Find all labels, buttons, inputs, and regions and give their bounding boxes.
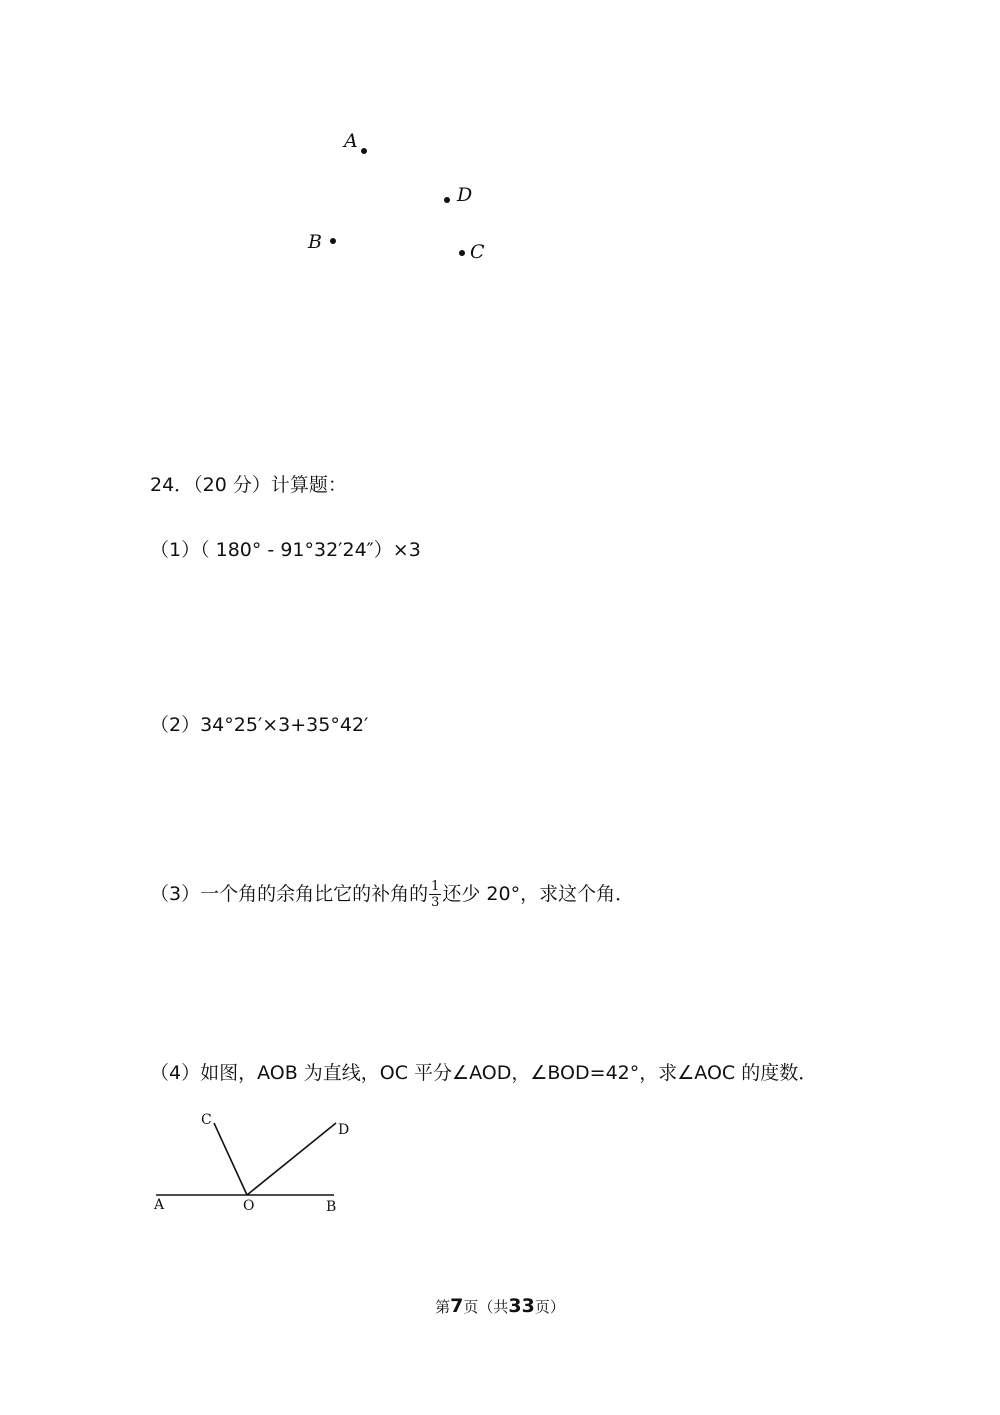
label-o: O (243, 1198, 255, 1214)
question-part-3-prefix: （3）一个角的余角比它的补角的 (150, 883, 429, 905)
footer-post: 页） (534, 1298, 565, 1316)
total-page-count: 33 (508, 1295, 535, 1317)
question-part-4: （4）如图，AOB 为直线，OC 平分∠AOD，∠BOD=42°，求∠AOC 的度数． (150, 1062, 818, 1084)
question-part-1: （1）（ 180° - 91°32′24″）×3 (150, 539, 421, 561)
point-a-label: A (344, 130, 358, 152)
label-b: B (326, 1199, 337, 1215)
question-header: 24．（20 分）计算题： (150, 474, 347, 496)
label-a: A (154, 1197, 165, 1213)
fraction-denominator: 3 (431, 895, 440, 910)
label-c: C (201, 1112, 212, 1128)
footer-pre: 第 (435, 1298, 451, 1316)
point-c-label: C (470, 241, 485, 263)
point-b-label: B (308, 231, 322, 253)
current-page-number: 7 (450, 1295, 464, 1317)
ray-od (247, 1123, 336, 1195)
page-footer (0, 1295, 1000, 1317)
ray-oc (214, 1123, 247, 1195)
footer-mid: 页（共 (463, 1298, 509, 1316)
label-d: D (338, 1122, 350, 1138)
fraction-numerator: 1 (431, 879, 440, 894)
question-part-2: （2）34°25′×3+35°42′ (150, 714, 369, 736)
point-d-label: D (457, 184, 473, 206)
question-part-3-suffix: 还少 20°，求这个角． (442, 883, 635, 905)
